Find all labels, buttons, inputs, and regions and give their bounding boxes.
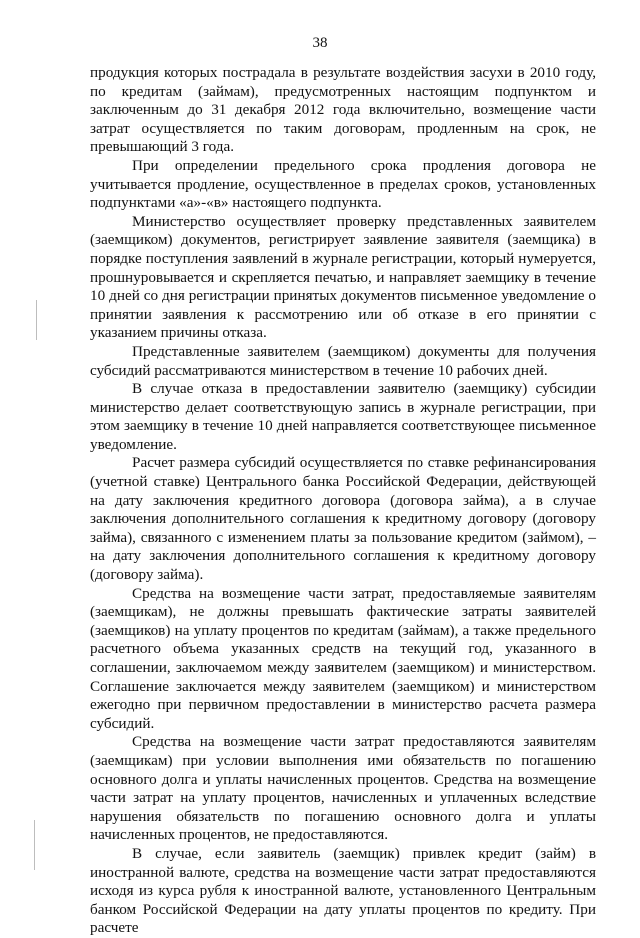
paragraph-funds-conditions: Средства на возмещение части затрат предоставляются заявителям (заемщикам) при условии выполнения ими обязательств по погашению основного долга и уплаты начисленных процентов. Средства на возмещение части затрат на уплату процентов, начисленных и уплаченных вследствие нарушения обязательств по погашению основного долга и уплаты начисленных процентов, не предоставляются.	[90, 733, 596, 844]
paragraph-funds-limit: Средства на возмещение части затрат, предоставляемые заявителям (заемщикам), не должны превышать фактические затраты заявителей (заемщиков) на уплату процентов по кредитам (займам), а также предельного расчетного объема указанных средств на текущий год, указанного в соглашении, заключаемом между заявителем (заемщиком) и министерством. Соглашение заключается между заявителем (заемщиком) и министерством ежегодно при первичном предоставлении в министерство расчета размера субсидий.	[90, 584, 596, 732]
document-body	[90, 64, 596, 938]
paragraph-foreign-currency: В случае, если заявитель (заемщик) привлек кредит (займ) в иностранной валюте, средства на возмещение части затрат предоставляются исходя из курса рубля к иностранной валюте, установленного Центральным банком Российской Федерации на дату уплаты процентов по кредиту. При расчете	[90, 844, 596, 937]
paragraph-continuation: продукция которых пострадала в результате воздействия засухи в 2010 году, по кредитам (займам), предусмотренных настоящим подпунктом и заключенным до 31 декабря 2012 года включительно, возмещение части затрат осуществляется по таким договорам, продленным на срок, не превышающий 3 года.	[90, 64, 596, 156]
paragraph-review-period: Представленные заявителем (заемщиком) документы для получения субсидий рассматриваются министерством в течение 10 рабочих дней.	[90, 342, 596, 379]
paragraph-subsidy-calculation: Расчет размера субсидий осуществляется по ставке рефинансирования (учетной ставке) Центрального банка Российской Федерации, действующей на дату заключения кредитного договора (договора займа), а в случае заключения дополнительного соглашения к кредитному договору (договору займа), связанного с изменением платы за пользование кредитом (займом), – на дату заключения дополнительного соглашения к кредитному договору (договору займа).	[90, 454, 596, 584]
paragraph-extension-limit: При определении предельного срока продления договора не учитывается продление, осуществленное в пределах сроков, установленных подпунктами «а»-«в» настоящего подпункта.	[90, 156, 596, 212]
scan-edge-mark	[34, 820, 35, 870]
scan-edge-mark	[36, 300, 37, 340]
paragraph-ministry-check: Министерство осуществляет проверку представленных заявителем (заемщиком) документов, регистрирует заявление заявителя (заемщика) в порядке поступления заявлений в журнале регистрации, который нумеруется, прошнуровывается и скрепляется печатью, и направляет заемщику в течение 10 дней со дня регистрации принятых документов письменное уведомление о принятии заявления к рассмотрению или об отказе в его принятии с указанием причины отказа.	[90, 212, 596, 342]
page-number: 38	[312, 35, 328, 51]
paragraph-refusal: В случае отказа в предоставлении заявителю (заемщику) субсидии министерство делает соответствующую запись в журнале регистрации, при этом заемщику в течение 10 дней направляется соответствующее письменное уведомление.	[90, 380, 596, 453]
